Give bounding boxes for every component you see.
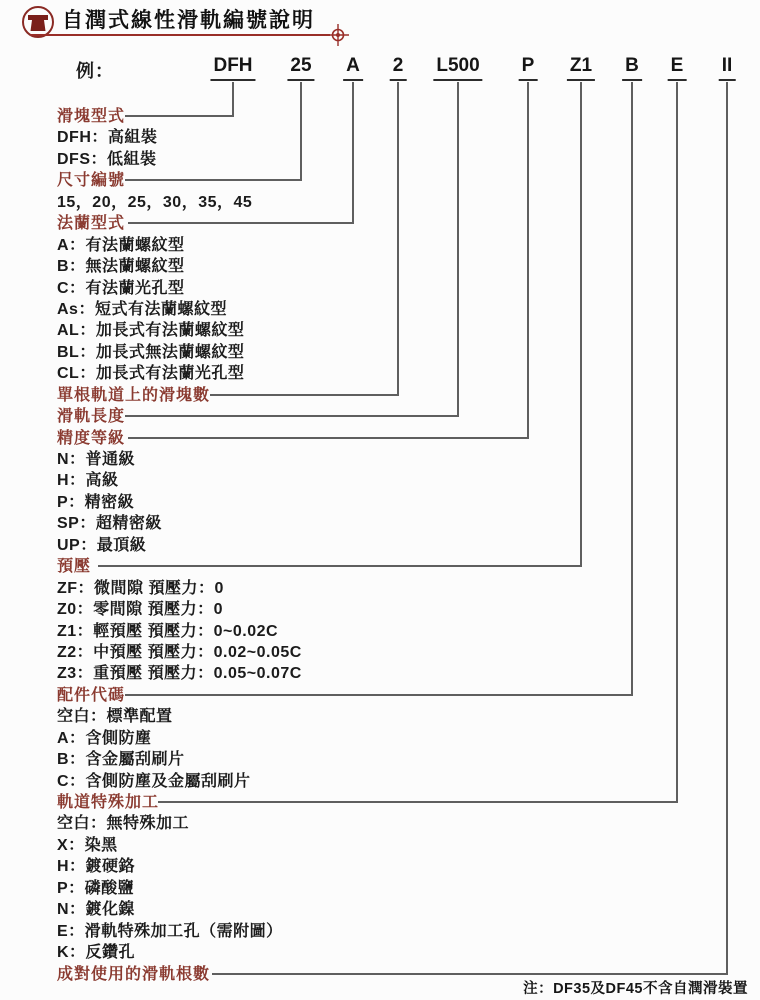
example-code: Z1 [567, 55, 595, 81]
item-text: AL：加長式有法蘭螺紋型 [57, 322, 245, 340]
example-code: 2 [390, 55, 407, 81]
item-text: E：滑軌特殊加工孔（需附圖） [57, 922, 283, 940]
example-label: 例： [76, 61, 114, 81]
example-code: B [622, 55, 642, 81]
example-code: DFH [210, 55, 255, 81]
slider-block-glyph [26, 11, 50, 35]
item-text: C：含側防塵及金屬刮刷片 [57, 772, 251, 790]
item-text: P：磷酸鹽 [57, 879, 135, 897]
section-label: 法蘭型式 [57, 215, 126, 233]
item-text: 15，20，25，30，35，45 [57, 193, 253, 211]
item-text: BL：加長式無法蘭螺紋型 [57, 343, 245, 361]
item-text: UP：最頂級 [57, 536, 147, 554]
connector-line [631, 82, 633, 696]
item-text: Z3：重預壓 預壓力：0.05~0.07C [57, 665, 302, 683]
item-text: SP：超精密級 [57, 515, 162, 533]
item-text: As：短式有法蘭螺紋型 [57, 300, 227, 318]
example-code: 25 [287, 55, 314, 81]
item-text: H：高級 [57, 472, 119, 490]
item-text: B：含金屬刮刷片 [57, 751, 185, 769]
connector-line [726, 82, 728, 975]
section-label: 軌道特殊加工 [57, 794, 160, 811]
item-text: DFS：低組裝 [57, 150, 157, 168]
section-label: 滑軌長度 [57, 408, 126, 426]
section-label: 成對使用的滑軌根數 [57, 965, 211, 983]
item-text: 空白：標準配置 [57, 708, 173, 726]
connector-line [676, 82, 678, 803]
item-text: ZF：微間隙 預壓力：0 [57, 579, 224, 597]
example-code: II [719, 55, 736, 81]
note-text: 注：DF35及DF45不含自潤滑裝置 [523, 981, 748, 997]
section-label: 預壓 [57, 558, 92, 576]
example-code: P [519, 55, 538, 81]
item-text: B：無法蘭螺紋型 [57, 258, 185, 276]
item-text: N：鍍化鎳 [57, 901, 136, 919]
item-text: P：精密級 [57, 493, 135, 511]
title-rule [30, 34, 330, 36]
item-text: Z0：零間隙 預壓力：0 [57, 601, 224, 619]
page-title: 自潤式線性滑軌編號說明 [62, 9, 315, 32]
item-text: C：有法蘭光孔型 [57, 279, 185, 297]
item-text: A：有法蘭螺紋型 [57, 236, 185, 254]
section-label: 單根軌道上的滑塊數 [57, 386, 211, 404]
item-text: CL：加長式有法蘭光孔型 [57, 365, 245, 383]
item-text: A：含側防塵 [57, 729, 152, 747]
legend-rows [57, 106, 577, 985]
item-text: Z1：輕預壓 預壓力：0~0.02C [57, 622, 279, 640]
item-text: Z2：中預壓 預壓力：0.02~0.05C [57, 643, 302, 661]
section-label: 尺寸編號 [57, 172, 126, 190]
section-label: 滑塊型式 [57, 108, 126, 125]
section-label: 配件代碼 [57, 686, 126, 704]
example-code: A [343, 55, 363, 81]
item-text: X：染黑 [57, 836, 118, 854]
example-code: L500 [433, 55, 482, 81]
item-text: H：鍍硬鉻 [57, 858, 136, 876]
item-text: DFH：高組裝 [57, 129, 158, 147]
item-text: K：反鑽孔 [57, 944, 136, 962]
example-code: E [668, 55, 687, 81]
crosshair-icon [325, 22, 351, 48]
connector-line [580, 82, 582, 567]
section-label: 精度等級 [57, 429, 126, 447]
item-text: N：普通級 [57, 451, 136, 468]
item-text: 空白：無特殊加工 [57, 815, 190, 833]
